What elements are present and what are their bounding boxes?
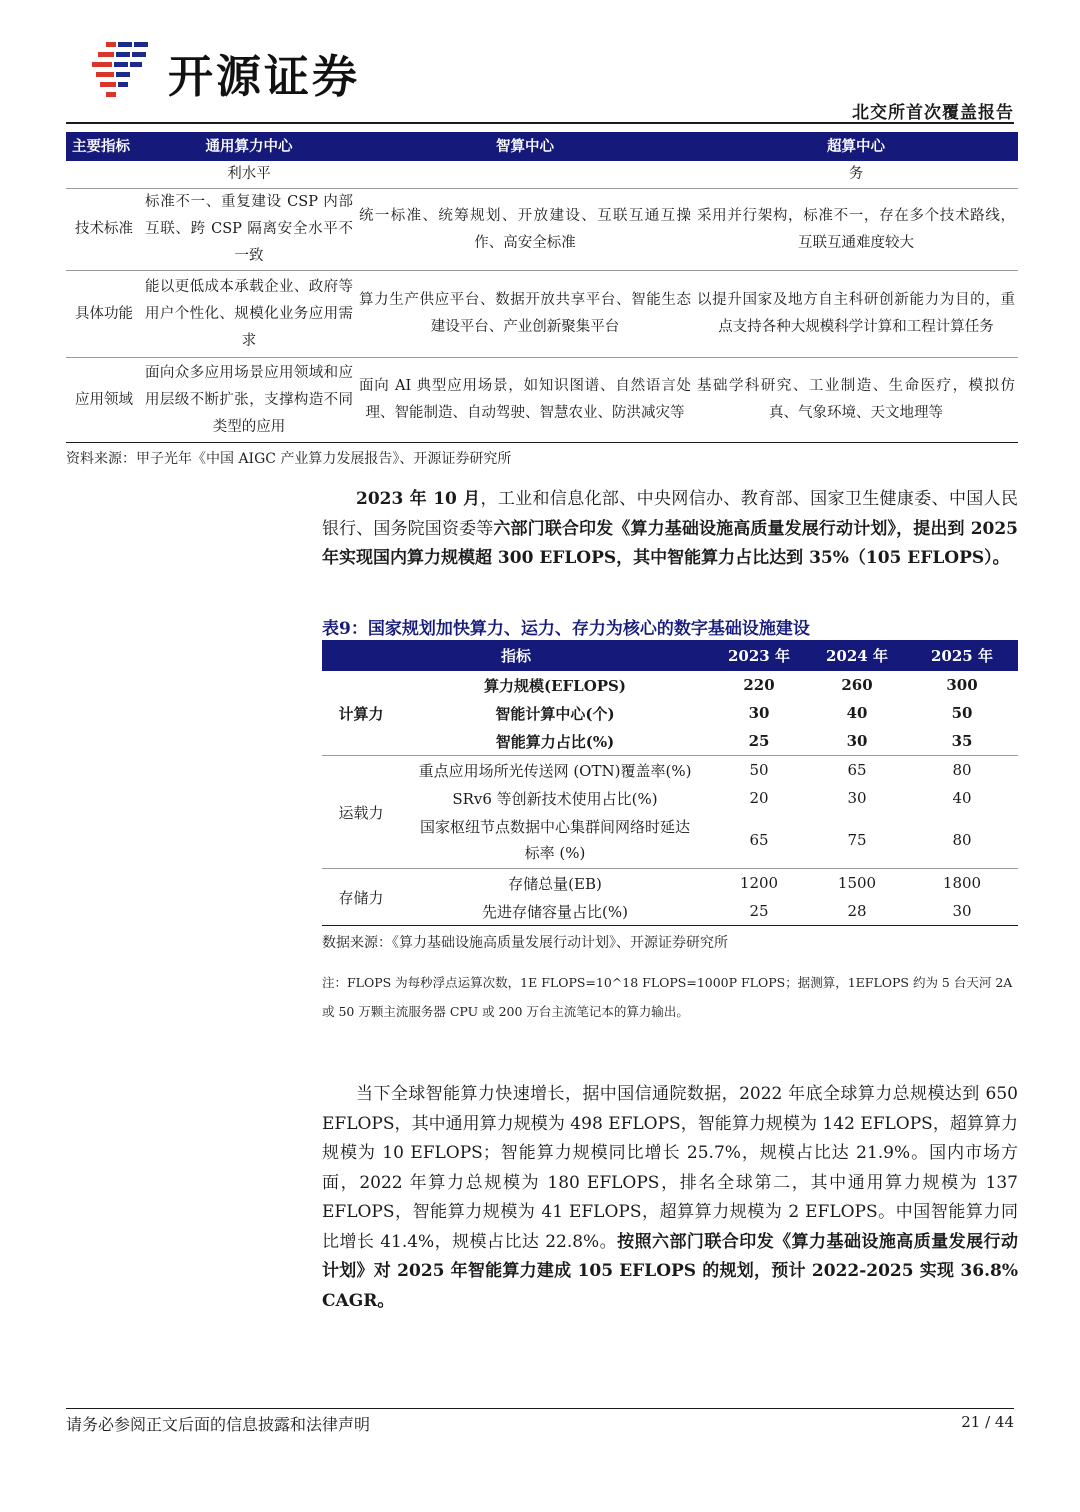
column-header: 通用算力中心 [142, 132, 356, 161]
table-row [66, 161, 1018, 189]
table-row [322, 756, 1018, 785]
table-cell: 以提升国家及地方自主科研创新能力为目的，重点支持各种大规模科学计算和工程计算任务 [694, 271, 1018, 358]
footer-divider [66, 1408, 1014, 1409]
value-cell: 28 [808, 897, 906, 926]
column-header: 2023 年 [710, 640, 808, 671]
table-header-row [322, 640, 1018, 671]
table-cell: 利水平 [142, 161, 356, 189]
table-cell: 面向众多应用场景应用领域和应用层级不断扩张，支撑构造不同类型的应用 [142, 358, 356, 443]
table-cell: 标准不一、重复建设 CSP 内部互联、跨 CSP 隔离安全水平不一致 [142, 189, 356, 271]
table-cell: 面向 AI 典型应用场景，如知识图谱、自然语言处理、智能制造、自动驾驶、智慧农业、防洪减灾等 [356, 358, 694, 443]
table-cell: 务 [694, 161, 1018, 189]
table-row [322, 869, 1018, 898]
value-cell: 65 [847, 761, 867, 779]
table-cell: 采用并行架构，标准不一，存在多个技术路线，互联互通难度较大 [694, 189, 1018, 271]
value-cell: 220 [743, 676, 775, 694]
column-header: 超算中心 [694, 132, 1018, 161]
header-divider [66, 122, 1014, 124]
planning-table [322, 640, 1018, 926]
table-cell: 基础学科研究、工业制造、生命医疗，模拟仿真、气象环境、天文地理等 [694, 358, 1018, 443]
group-label: 运载力 [322, 756, 400, 869]
value-cell: 300 [946, 676, 978, 694]
bold-text: 2023 年 10 月 [356, 489, 481, 509]
bold-text: 六部门联合印发《算力基础设施高质量发展行动计划》，提出到 2025 年实现国内算力规模超 300 EFLOPS，其中智能算力占比达到 35%（105 EFLOPS）。 [322, 518, 1019, 568]
table-source: 数据来源：《算力基础设施高质量发展行动计划》、开源证券研究所 [322, 935, 728, 951]
group-label: 存储力 [322, 869, 400, 926]
column-header: 2024 年 [808, 640, 906, 671]
value-cell: 260 [841, 676, 873, 694]
brand-name: 开源证券 [168, 50, 361, 103]
metric-cell: 重点应用场所光传送网 (OTN)覆盖率(%) [418, 761, 692, 780]
metric-cell: 智能算力占比(%) [400, 727, 710, 756]
value-cell: 30 [748, 704, 770, 722]
row-label: 应用领域 [66, 358, 142, 443]
value-cell: 30 [808, 727, 906, 756]
table-row [322, 699, 1018, 727]
company-logo-icon [88, 38, 152, 100]
table-title: 表9：国家规划加快算力、运力、存力为核心的数字基础设施建设 [322, 619, 810, 639]
paragraph-text: 当下全球智能算力快速增长，据中国信通院数据，2022 年底全球算力总规模达到 650 EFLOPS，其中通用算力规模为 498 EFLOPS，智能算力规模为 142 EFLOPS，超算算力规模为 10 EFLOPS；智能算力规模同比增长 25.7%，规模占比达 21.9%。国内市场方面，2022 年算力总规模为 180 EFLOPS，排名全球第二，其中通用算力规模为 137 EFLOPS，智能算力规模为 41 EFLOPS，超算算力规模为 2 EFLOPS。中国智能算力同比增长 41.4%，规模占比达 22.8%。 [322, 1084, 1018, 1252]
value-cell: 80 [906, 812, 1018, 869]
value-cell: 75 [808, 812, 906, 869]
metric-cell: 存储总量(EB) [508, 874, 602, 893]
value-cell: 30 [847, 789, 867, 807]
table-cell [356, 161, 694, 189]
paragraph-text: ，工业和信息化部、中央网信办、教育部、国家卫生健康委、中国人民银行、国务院国资委等 [322, 489, 1018, 539]
row-label: 技术标准 [66, 189, 142, 271]
column-header: 主要指标 [66, 132, 142, 161]
table-note: 注：FLOPS 为每秒浮点运算次数，1E FLOPS=10^18 FLOPS=1000P FLOPS；据测算，1EFLOPS 约为 5 台天河 2A 或 50 万颗主流服务器 CPU 或 200 万台主流笔记本的算力输出。 [322, 975, 1013, 1019]
table-row [66, 271, 1018, 358]
table-row [322, 784, 1018, 812]
table-row [322, 812, 1018, 869]
report-type: 北交所首次覆盖报告 [852, 103, 1014, 123]
value-cell: 1200 [739, 874, 779, 892]
table-cell: 算力生产供应平台、数据开放共享平台、智能生态建设平台、产业创新聚集平台 [356, 271, 694, 358]
body-paragraph [322, 1080, 1018, 1316]
table-row [66, 189, 1018, 271]
column-header: 智算中心 [356, 132, 694, 161]
row-label [66, 161, 142, 189]
group-label: 计算力 [322, 671, 400, 756]
column-header: 指标 [322, 640, 710, 671]
footer-disclaimer: 请务必参阅正文后面的信息披露和法律声明 [66, 1415, 371, 1434]
metric-cell: 国家枢纽节点数据中心集群间网络时延达标率 (%) [400, 812, 710, 869]
value-cell: 50 [951, 704, 973, 722]
metric-cell: SRv6 等创新技术使用占比(%) [452, 789, 658, 808]
metric-cell: 智能计算中心(个) [495, 704, 615, 723]
value-cell: 30 [906, 897, 1018, 926]
metric-cell: 先进存储容量占比(%) [400, 897, 710, 926]
value-cell: 40 [952, 789, 972, 807]
body-paragraph [322, 485, 1018, 574]
column-header: 2025 年 [906, 640, 1018, 671]
value-cell: 80 [952, 761, 972, 779]
value-cell: 1800 [942, 874, 982, 892]
comparison-table [66, 132, 1018, 443]
table-cell: 能以更低成本承载企业、政府等用户个性化、规模化业务应用需求 [142, 271, 356, 358]
table-row [322, 671, 1018, 699]
value-cell: 65 [710, 812, 808, 869]
table-row [322, 897, 1018, 926]
metric-cell: 算力规模(EFLOPS) [483, 676, 626, 695]
table-header-row [66, 132, 1018, 161]
table-row [322, 727, 1018, 756]
value-cell: 35 [906, 727, 1018, 756]
bold-text: 按照六部门联合印发《算力基础设施高质量发展行动计划》对 2025 年智能算力建成 105 EFLOPS 的规划，预计 2022-2025 实现 36.8% CAGR。 [322, 1231, 1018, 1311]
table-row [66, 358, 1018, 443]
value-cell: 50 [749, 761, 769, 779]
page-number: 21 / 44 [961, 1413, 1014, 1431]
table-cell: 统一标准、统筹规划、开放建设、互联互通互操作、高安全标准 [356, 189, 694, 271]
value-cell: 25 [710, 897, 808, 926]
value-cell: 40 [846, 704, 868, 722]
value-cell: 1500 [837, 874, 877, 892]
row-label: 具体功能 [66, 271, 142, 358]
value-cell: 25 [710, 727, 808, 756]
table-source: 资料来源：甲子光年《中国 AIGC 产业算力发展报告》、开源证券研究所 [66, 451, 512, 467]
value-cell: 20 [749, 789, 769, 807]
